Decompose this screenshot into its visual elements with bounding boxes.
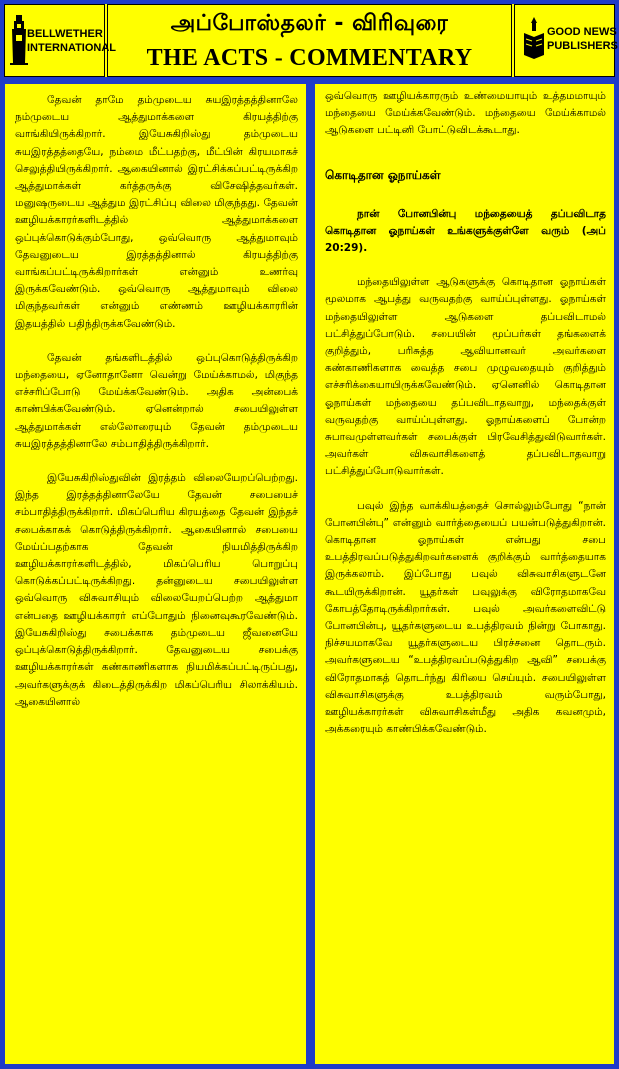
bellwether-subname: INTERNATIONAL bbox=[27, 42, 117, 54]
publisher-name: GOOD NEWS bbox=[547, 26, 617, 38]
bellwether-name: BELLWETHER bbox=[27, 28, 103, 40]
publisher-book-icon bbox=[523, 17, 545, 61]
good-news-logo bbox=[514, 4, 618, 77]
header bbox=[4, 4, 618, 77]
continued-paragraph: ஒவ்வொரு ஊழியக்காரரும் உண்மையாயும் உத்தமமாயும் மந்தையை மேய்க்கவேண்டும். மந்தையை மேய்க்காமல் ஆடுகளை பட்டினி போட்டுவிடக்கூடாது. bbox=[325, 90, 606, 137]
body-paragraph: இயேசுகிறிஸ்துவின் இரத்தம் விலையேறப்பெற்றது. இந்த இரத்தத்தினாலேயே தேவன் சபையைச் சம்பாதித்திருக்கிறார். மிகப்பெரிய கிரயத்தை தேவன் இந்தச் சபைக்காகக் கொடுத்திருக்கிறார். ஆகையினால் சபையை மேய்ப்பதற்காக தேவன் நியமித்திருக்கிற ஊழியக்காரர்களிடத்தில், மிகப்பெரிய பொறுப்பு கொடுக்கப்பட்டிருக்கிறது. தன்னுடைய சபையிலுள்ள ஒவ்வொரு விசுவாசியும் விலையேறப்பெற்ற ஆத்துமா என்பதை ஊழியக்காரர் எப்போதும் நினைவுகூரவேண்டும். இயேசுகிறிஸ்து சபைக்காக தம்முடைய ஜீவனையே ஒப்புக்கொடுத்திருக்கிறார். தேவனுடைய சபைக்கு ஊழியக்காரர்கள் கண்காணிகளாக நியமிக்கப்பட்டிருப்பது, அவர்களுக்குக் கிடைத்திருக்கிற மிகப்பெரிய சிலாக்கியம். ஆகையினால் bbox=[15, 472, 298, 708]
bellwether-logo bbox=[4, 4, 117, 77]
section-heading: கொடிதான ஓநாய்கள் bbox=[325, 167, 441, 182]
body-paragraph: மந்தையிலுள்ள ஆடுகளுக்கு கொடிதான ஓநாய்கள் மூலமாக ஆபத்து வருவதற்கு வாய்ப்புள்ளது. ஓநாய்கள் மந்தையிலுள்ள ஆடுகளை தப்பவிடாமல் பட்சித்துப்போடும். சபையின் மூப்பர்கள் தங்களைக் குறித்தும், பரிசுத்த ஆவியானவர் அவர்களை கண்காணிகளாக வைத்த சபை முழுவதையும் குறித்தும் எச்சரிக்கையாயிருக்கவேண்டும். ஏனெனில் கொடிதான ஓநாய்கள் மந்தையை தப்பவிடாதவாறு, மந்தைக்குள் வருவதற்கு வாய்ப்புள்ளது. ஓநாய்களைப் போன்ற சுபாவமுள்ளவர்கள் சபைக்குள் பிரவேசித்துவிடுவார்கள். அவர்கள் விசுவாசிகளைத் தப்பவிடாதவாறு பட்சித்துப்போடுவார்கள். bbox=[325, 276, 606, 478]
bell-tower-icon bbox=[10, 15, 28, 65]
title-english: THE ACTS - COMMENTARY bbox=[146, 45, 473, 71]
body-paragraph: தேவன் தங்களிடத்தில் ஒப்புகொடுத்திருக்கிற மந்தையை, ஏனோதானோ வென்று மேய்க்காமல், மிகுந்த எச்சரிப்போடு மேய்க்கவேண்டும். அதிக அன்பைக் காண்பிக்கவேண்டும். ஏனென்றால் சபையிலுள்ள ஆத்துமாக்கள் எல்லோரையும் தேவன் தம்முடைய சுயஇரத்தத்தினாலே சம்பாதித்திருக்கிறார். bbox=[15, 351, 298, 450]
publisher-subname: PUBLISHERS bbox=[547, 40, 618, 52]
title-box bbox=[107, 4, 512, 77]
right-column bbox=[315, 84, 614, 1064]
body-paragraph: பவுல் இந்த வாக்கியத்தைச் சொல்லும்போது “நான் போனபின்பு” என்னும் வார்த்தையைப் பயன்படுத்துகிறான். கொடிதான ஓநாய்கள் என்பது சபை உபத்திரவப்படுத்துகிறவர்களைக் குறிக்கும் வார்த்தையாக இருக்கலாம். இப்போது பவுல் விசுவாசிகளுடனே கூடயிருக்கிறான். யூதர்கள் பவுலுக்கு விரோதமாகவே கோபத்தோடிருக்கிறார்கள். பவுல் அவர்களைவிட்டு போனபின்பு, யூதர்களுடைய உபத்திரவம் நின்று போகாது. நிச்சயமாகவே யூதர்களுடைய பிரச்சனை தொடரும். அவர்களுடைய “உபத்திரவப்படுத்துகிற ஆவி” சபைக்கு விரோதமாகத் தொடர்ந்து கிரியை செய்யும். சபையிலுள்ள விசுவாசிகளுக்கு உபத்திரவம் வரும்போது, ஊழியக்காரர்கள் விசுவாசிகள்மீது அதிக கவனமும், அக்கரையும் காண்பிக்கவேண்டும். bbox=[325, 499, 606, 736]
title-tamil: அப்போஸ்தலர் - விரிவுரை bbox=[170, 11, 449, 36]
left-column bbox=[5, 84, 306, 1064]
body-paragraph: தேவன் தாமே தம்முடைய சுயஇரத்தத்தினாலே நம்முடைய ஆத்துமாக்களை கிரயத்திற்கு வாங்கியிருக்கிறார். இயேசுகிறிஸ்து தம்முடைய சுயஇரத்தத்தையே, நம்மை மீட்பதற்கு, மீட்பின் கிரயமாகச் செலுத்தியிருக்கிறார். ஆகையினால் இரட்சிக்கப்பட்டிருக்கிற ஆத்துமாக்கள் கர்த்தருக்கு விசேஷித்தவர்கள். மனுஷருடைய ஆத்தும இரட்சிப்பு விலை மிகுந்தது. தேவன் ஊழியக்காரர்களிடத்தில் ஆத்துமாக்களை ஒப்புக்கொடுக்கும்போது, ஒவ்வொரு ஆத்துமாவும் தேவனுடைய இரத்தத்தினால் கிரயத்திற்கு வாங்கப்பட்டிருக்கிறார்கள் என்னும் உணர்வு இருக்கவேண்டும். ஒவ்வொரு ஆத்துமாவும் விலை மிகுந்தவர்கள் என்னும் எண்ணம் ஊழியக்காரரின் இதயத்தில் பதிந்திருக்கவேண்டும். bbox=[15, 94, 298, 330]
scripture-verse: நான் போனபின்பு மந்தையைத் தப்பவிடாத கொடிதான ஓநாய்கள் உங்களுக்குள்ளே வரும் (அப் 20:29). bbox=[325, 207, 606, 255]
